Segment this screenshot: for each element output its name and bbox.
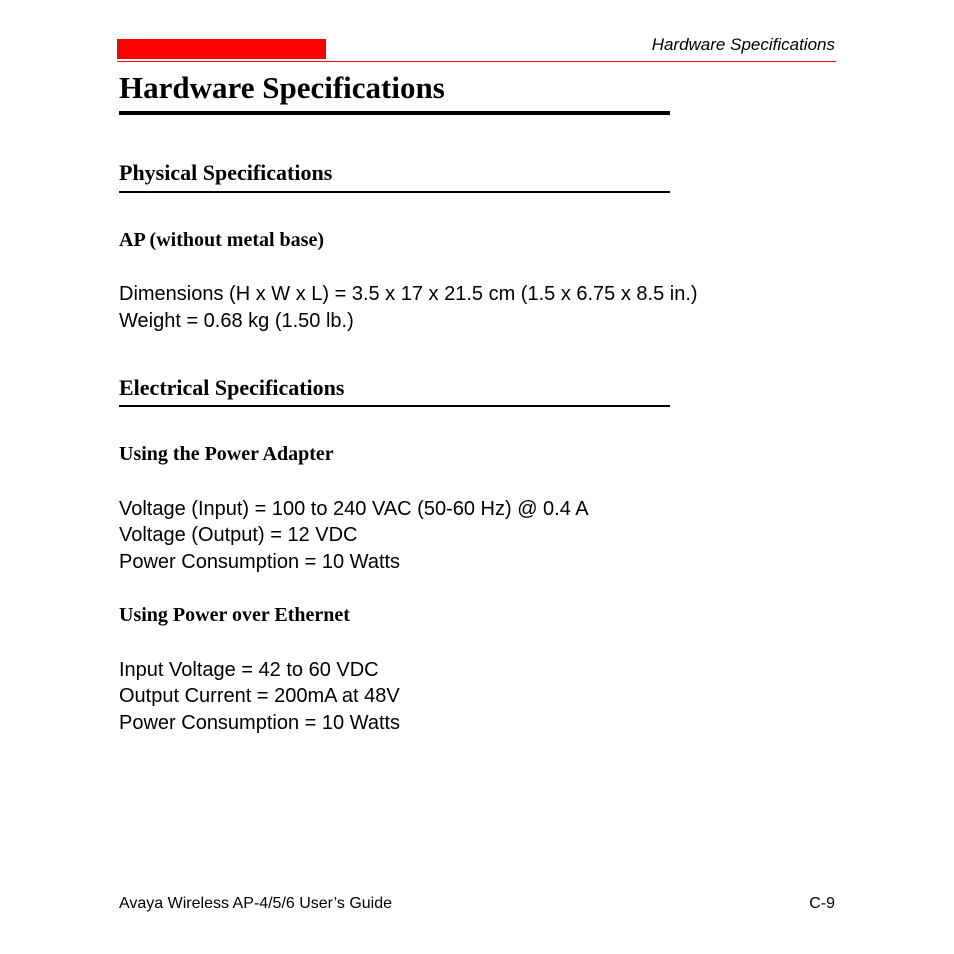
spec-line-voltage-input: Voltage (Input) = 100 to 240 VAC (50-60 Hz) @ 0.4 A [119,498,589,520]
header-accent-bar [117,39,326,59]
section-heading-electrical: Electrical Specifications [119,375,345,400]
spec-line-power-consumption-poe: Power Consumption = 10 Watts [119,712,401,734]
spec-line-weight: Weight = 0.68 kg (1.50 lb.) [119,310,354,332]
footer-guide-title: Avaya Wireless AP-4/5/6 User’s Guide [119,895,393,912]
header-rule [117,61,836,62]
subheading-poe: Using Power over Ethernet [119,604,350,626]
running-header: Hardware Specifications [651,35,835,54]
section-rule-electrical [119,405,670,407]
spec-line-power-consumption-adapter: Power Consumption = 10 Watts [119,551,401,573]
page-title: Hardware Specifications [119,70,445,105]
section-rule-physical [119,191,670,193]
spec-line-dimensions: Dimensions (H x W x L) = 3.5 x 17 x 21.5 cm (1.5 x 6.75 x 8.5 in.) [119,283,698,305]
title-underline [119,111,670,115]
subheading-power-adapter: Using the Power Adapter [119,443,334,465]
subheading-ap: AP (without metal base) [119,229,324,251]
footer-page-number: C-9 [809,895,835,912]
spec-line-output-current: Output Current = 200mA at 48V [119,685,400,707]
spec-line-input-voltage: Input Voltage = 42 to 60 VDC [119,659,379,681]
spec-line-voltage-output: Voltage (Output) = 12 VDC [119,524,358,546]
section-heading-physical: Physical Specifications [119,160,333,185]
